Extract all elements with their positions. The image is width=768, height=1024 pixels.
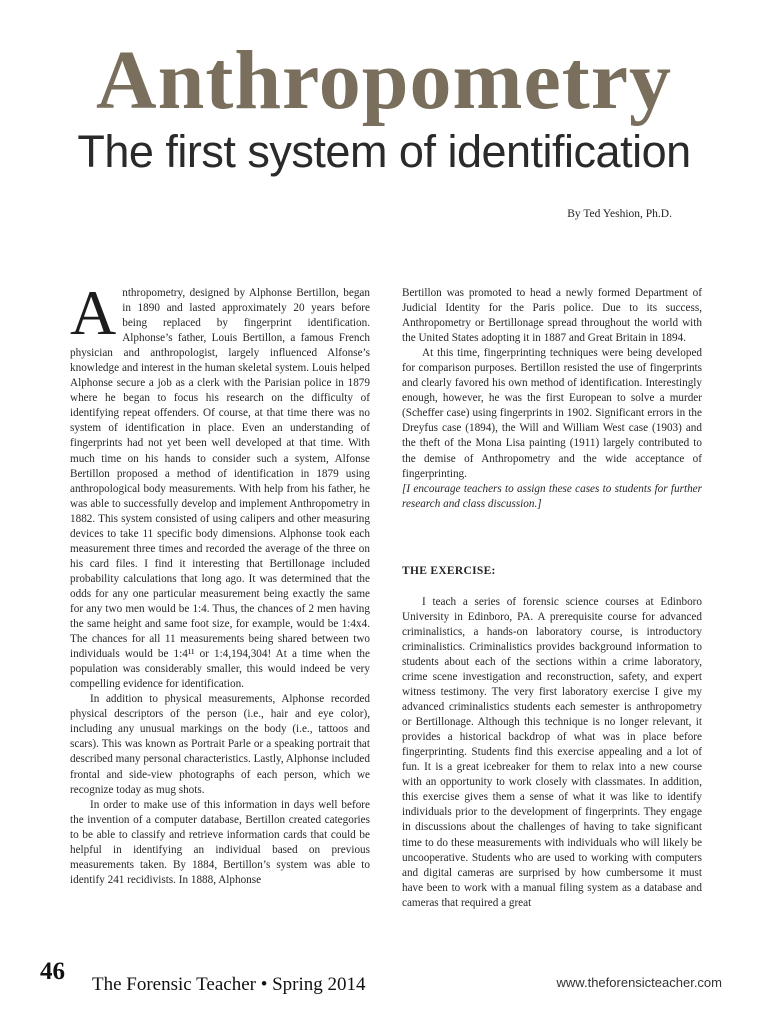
right-column <box>402 286 702 911</box>
paragraph: At this time, fingerprinting techniques were being developed for comparison purposes. Bertillon resisted the use of fingerprints and clearly favored his own method of identification. Interestingly enough, however, he was the first European to solve a murder (Scheffer case) using fingerprints in 1902. Significant errors in the Dreyfus case (1894), the Will and William West case (1903) and the theft of the Mona Lisa painting (1911) largely contributed to the demise of Anthropometry and the wide acceptance of fingerprinting. <box>402 347 702 480</box>
drop-cap: A <box>70 277 117 348</box>
left-column <box>70 277 370 888</box>
paragraph <box>70 277 370 692</box>
article-title: Anthropometry <box>95 34 673 127</box>
article-subtitle: The first system of identification <box>77 126 691 177</box>
editor-note: [I encourage teachers to assign these cases to students for further research and class discussion.] <box>402 482 702 510</box>
magazine-name: The Forensic Teacher • Spring 2014 <box>92 974 366 995</box>
paragraph: I teach a series of forensic science courses at Edinboro University in Edinboro, PA. A prerequisite course for advanced criminalistics, a hands-on laboratory course, is introductory criminalistics. Criminalistics provides background information to students about each of the sections within a crime laboratory, crime scene investigation and reconstruction, safety, and expert witness testimony. The very first laboratory exercise I give my advanced criminalistics students each semester is anthropometry or Bertillonage. Although this technique is no longer relevant, it provides a historical backdrop of what was in place before fingerprinting. Students find this exercise appealing and a lot of fun. It is a great icebreaker for them to relax into a new course with an opportunity to work closely with classmates. In addition, this exercise gives them a sense of what it was like to identify individuals prior to the development of fingerprints. They engage in discussions about the challenges of having to take significant time to do these measurements with individuals who will likely be uncooperative. Students who are used to working with computers and digital cameras are surprised by how cumbersome it must have been to work with a manual filing system as a database and cameras that required a great <box>402 595 702 909</box>
paragraph: Bertillon was promoted to head a newly formed Department of Judicial Identity for the Paris police. Due to its success, Anthropometry or Bertillonage spread throughout the world with the United States adopting it in 1887 and Great Britain in 1894. <box>402 287 702 345</box>
paragraph: In addition to physical measurements, Alphonse recorded physical descriptors of the person (i.e., hair and eye color), including any unusual markings on the body (i.e., tattoos and scars). This was known as Portrait Parle or a speaking portrait that described many personal characteristics. Lastly, Alphonse included frontal and side-view photographs of each person, which we recognize today as mug shots. <box>70 693 370 796</box>
paragraph: In order to make use of this information in days well before the invention of a computer database, Bertillon created categories to be able to classify and retrieve information cards that could be helpful in identifying an individual based on previous measurements taken. By 1884, Bertillon’s system was able to identify 241 recidivists. In 1888, Alphonse <box>70 798 370 886</box>
website-link[interactable]: www.theforensicteacher.com <box>556 975 722 990</box>
page-number: 46 <box>40 958 65 985</box>
section-heading: THE EXERCISE: <box>402 564 496 577</box>
paragraph-text: nthropometry, designed by Alphonse Bertillon, began in 1890 and lasted approximately 20 years before being replaced by fingerprint identification. Alphonse’s father, Louis Bertillon, a famous French physician and anthropologist, largely influenced Alfonse’s knowledge and interest in the human skeletal system. Louis helped Alphonse secure a job as a clerk with the Parisian police in 1879 where he began to focus his research on the difficulty of identifying repeat offenders. Of course, at that time there was no system of identification in place. Even an understanding of fingerprints had not yet been well developed at that time. With much time on his hands to consider such a system, Alfonse Bertillon proposed a method of identification in 1879 using anthropological body measurements. With help from his father, he was able to successfully develop and implement Anthropometry in 1882. This system consisted of using calipers and other measuring devices to take 11 specific body dimensions. Alphonse took each measurement three times and recorded the average of the three on his card files. I find it interesting that Bertillonage included probability calculations that long ago. It was determined that the odds for any one particular measurement being exactly the same for any two men would be 1:4. Thus, the chances of 2 men having the same height and same foot size, for example, would be 1:4x4. The chances for all 11 measurements being shared between two individuals would be 1:4¹¹ or 1:4,194,304! At a time when the population was considerably smaller, this would indeed be very compelling evidence for identification. <box>70 287 370 691</box>
author-byline: By Ted Yeshion, Ph.D. <box>567 208 672 220</box>
